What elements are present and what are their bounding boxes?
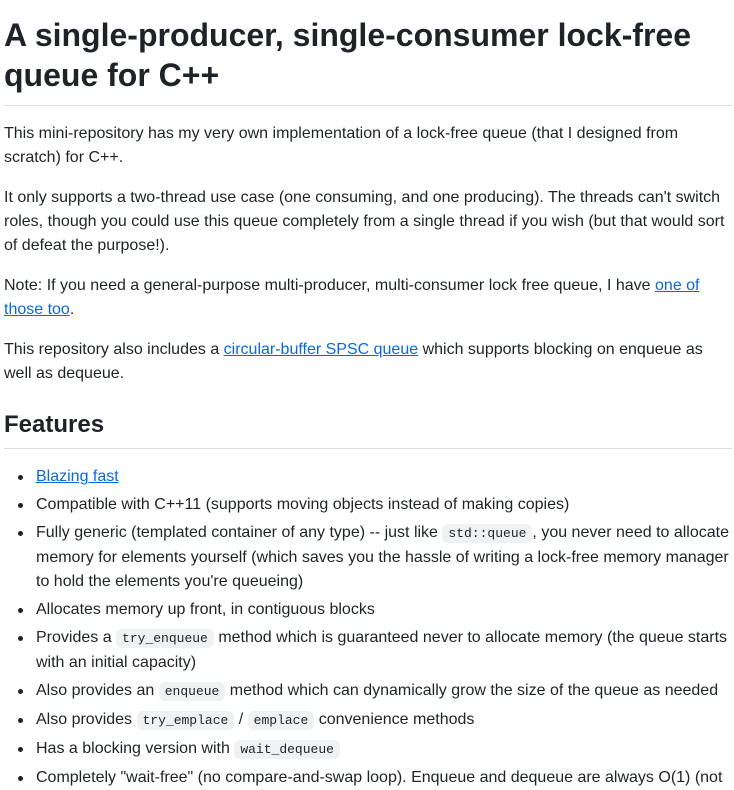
circular-buffer-link[interactable]: circular-buffer SPSC queue (223, 341, 419, 358)
note-paragraph (4, 274, 732, 322)
note-end: . (69, 301, 75, 318)
intro-paragraph-1: This mini-repository has my very own implementation of a lock-free queue (that I designed from scratch) for C++. (4, 125, 679, 166)
code-std-queue: std::queue (442, 524, 532, 543)
feature-text: convenience methods (314, 711, 475, 728)
feature-text: method which is guaranteed never to allocate memory (the queue starts with an initial capacity) (36, 629, 728, 671)
circular-buffer-paragraph (4, 338, 732, 386)
feature-text: Provides a (36, 629, 117, 646)
feature-item-blocking (36, 737, 732, 762)
feature-item-enqueue (36, 679, 732, 704)
note-text: Note: If you need a general-purpose multi-producer, multi-consumer lock free queue, I have (4, 277, 656, 294)
feature-text: method which can dynamically grow the size of the queue as needed (225, 682, 719, 699)
feature-text: Also provides an (36, 682, 159, 699)
feature-item-cpp11: Compatible with C++11 (supports moving objects instead of making copies) (36, 493, 732, 517)
code-try-emplace: try_emplace (137, 711, 235, 730)
circular-buffer-text-end: which supports blocking on enqueue as well as dequeue. (4, 341, 703, 382)
feature-text: Has a blocking version with (36, 740, 235, 757)
feature-text: Fully generic (templated container of any type) -- just like (36, 524, 443, 541)
code-wait-dequeue: wait_dequeue (234, 740, 340, 759)
feature-item-wait-free: Completely "wait-free" (no compare-and-swap loop). Enqueue and dequeue are always O(1) (not (36, 766, 732, 790)
feature-item-memory: Allocates memory up front, in contiguous blocks (36, 598, 732, 622)
page-title: A single-producer, single-consumer lock-free queue for C++ (4, 15, 732, 106)
feature-item-emplace (36, 708, 732, 733)
feature-text: , you never need to allocate memory for elements yourself (which saves you the hassle of writing a lock-free memory manager to hold the elements you're queueing) (36, 524, 729, 590)
feature-text: Also provides (36, 711, 137, 728)
feature-item-try-enqueue (36, 626, 732, 675)
mpmc-queue-link[interactable]: one of those too (4, 277, 700, 318)
feature-item-generic (36, 521, 732, 594)
blazing-fast-link[interactable]: Blazing fast (36, 468, 119, 485)
feature-text: / (234, 711, 248, 728)
feature-item-blazing-fast (36, 465, 732, 489)
intro-paragraph-2: It only supports a two-thread use case (one consuming, and one producing). The threads can't switch roles, though you could use this queue completely from a single thread if you wish (but that would sort of defeat the purpose!). (4, 189, 725, 254)
features-heading: Features (4, 410, 732, 449)
code-emplace: emplace (248, 711, 315, 730)
circular-buffer-text: This repository also includes a (4, 341, 224, 358)
code-try-enqueue: try_enqueue (116, 629, 214, 648)
features-list (4, 465, 732, 790)
code-enqueue: enqueue (159, 682, 226, 701)
readme-page (0, 15, 734, 790)
